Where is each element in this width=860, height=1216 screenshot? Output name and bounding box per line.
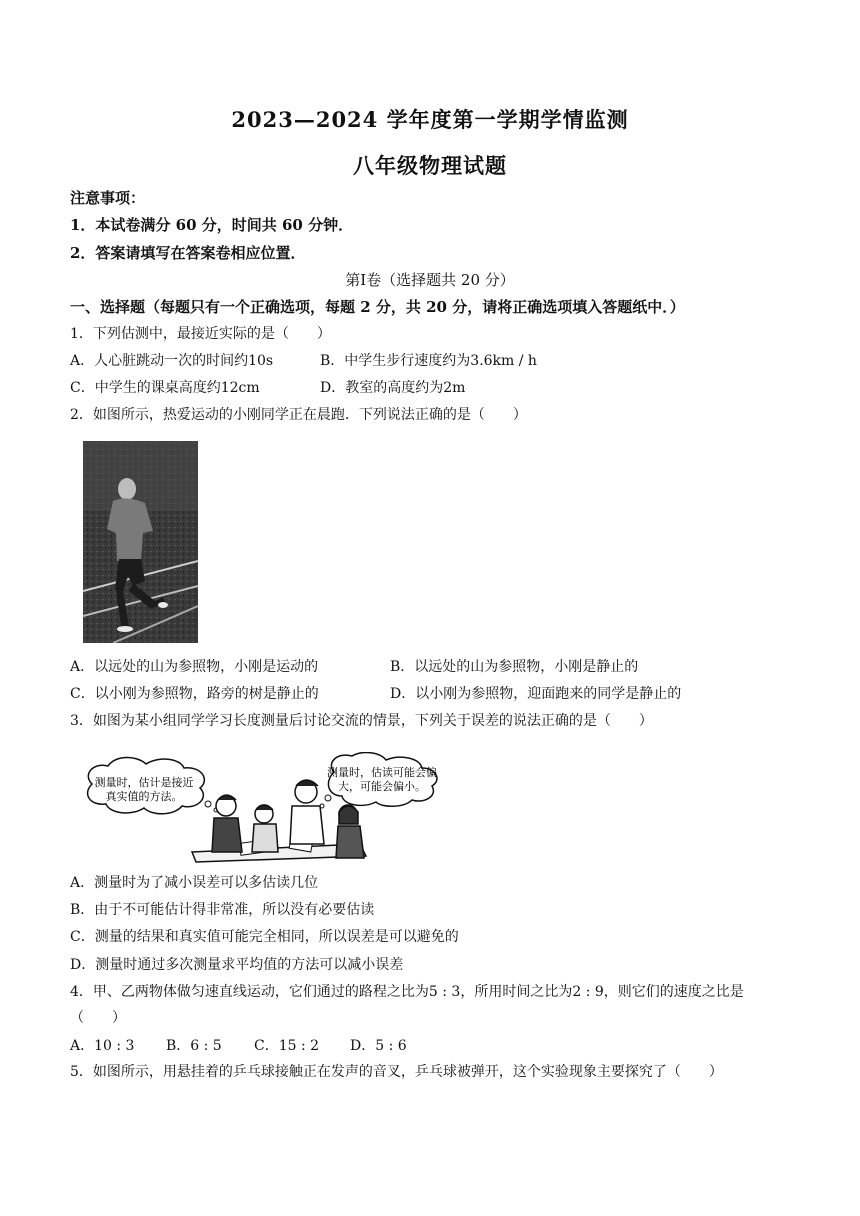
question-3-option-d: D．测量时通过多次测量求平均值的方法可以减小误差 <box>70 957 404 973</box>
question-2-option-b: B．以远处的山为参照物，小刚是静止的 <box>390 659 639 675</box>
question-4-stem: 4．甲、乙两物体做匀速直线运动，它们通过的路程之比为5 : 3，所用时间之比为2 : 9，则它们的速度之比是 <box>70 984 744 1000</box>
bubble-right-line-1: 测量时，估读可能会偏 <box>327 766 437 779</box>
question-1-option-a: A．人心脏跳动一次的时间约10s <box>70 353 274 369</box>
question-2-option-c: C．以小刚为参照物，路旁的树是静止的 <box>70 686 319 702</box>
bubble-left-line-2: 真实值的方法。 <box>105 790 183 803</box>
question-4-option-d: D．5 : 6 <box>350 1038 407 1054</box>
volume-title: 第Ⅰ卷（选择题共 20 分） <box>345 271 515 289</box>
question-2-option-a: A．以远处的山为参照物，小刚是运动的 <box>70 659 319 675</box>
part-title: 一、选择题（每题只有一个正确选项，每题 2 分，共 20 分，请将正确选项填入答题纸中．） <box>70 298 685 316</box>
notice-item-1: 1．本试卷满分 60 分，时间共 60 分钟． <box>70 216 354 234</box>
exam-title: 2023—2024 学年度第一学期学情监测 <box>231 107 629 132</box>
question-3-stem: 3．如图为某小组同学学习长度测量后讨论交流的情景，下列关于误差的说法正确的是（ ） <box>70 713 653 729</box>
question-3-option-b: B．由于不可能估计得非常准，所以没有必要估读 <box>70 902 375 918</box>
question-4-option-c: C．15 : 2 <box>254 1038 320 1054</box>
question-4-option-b: B．6 : 5 <box>166 1038 222 1054</box>
running-boy-photo <box>83 441 198 643</box>
notice-item-2: 2．答案请填写在答案卷相应位置． <box>70 244 306 262</box>
question-3-option-a: A．测量时为了减小误差可以多估读几位 <box>70 875 319 891</box>
question-1-option-d: D．教室的高度约为2m <box>320 380 466 396</box>
question-1-stem: 1．下列估测中，最接近实际的是（ ） <box>70 326 331 342</box>
question-1-option-b: B．中学生步行速度约为3.6km / h <box>320 353 537 369</box>
question-5-stem: 5．如图所示，用悬挂着的乒乓球接触正在发声的音叉，乒乓球被弹开，这个实验现象主要探究了（ ） <box>70 1064 723 1080</box>
question-2-option-d: D．以小刚为参照物，迎面跑来的同学是静止的 <box>390 686 682 702</box>
bubble-left-line-1: 测量时，估计是接近 <box>94 776 194 789</box>
bubble-right-line-2: 大，可能会偏小。 <box>338 780 426 793</box>
discussion-cartoon <box>80 752 455 864</box>
question-3-option-c: C．测量的结果和真实值可能完全相同，所以误差是可以避免的 <box>70 929 459 945</box>
question-2-stem: 2．如图所示，热爱运动的小刚同学正在晨跑．下列说法正确的是（ ） <box>70 407 527 423</box>
question-4-stem-cont: （ ） <box>70 1010 126 1026</box>
question-1-option-c: C．中学生的课桌高度约12cm <box>70 380 260 396</box>
exam-subtitle: 八年级物理试题 <box>353 153 507 178</box>
notice-heading: 注意事项： <box>70 189 146 207</box>
question-4-option-a: A．10 : 3 <box>70 1038 135 1054</box>
